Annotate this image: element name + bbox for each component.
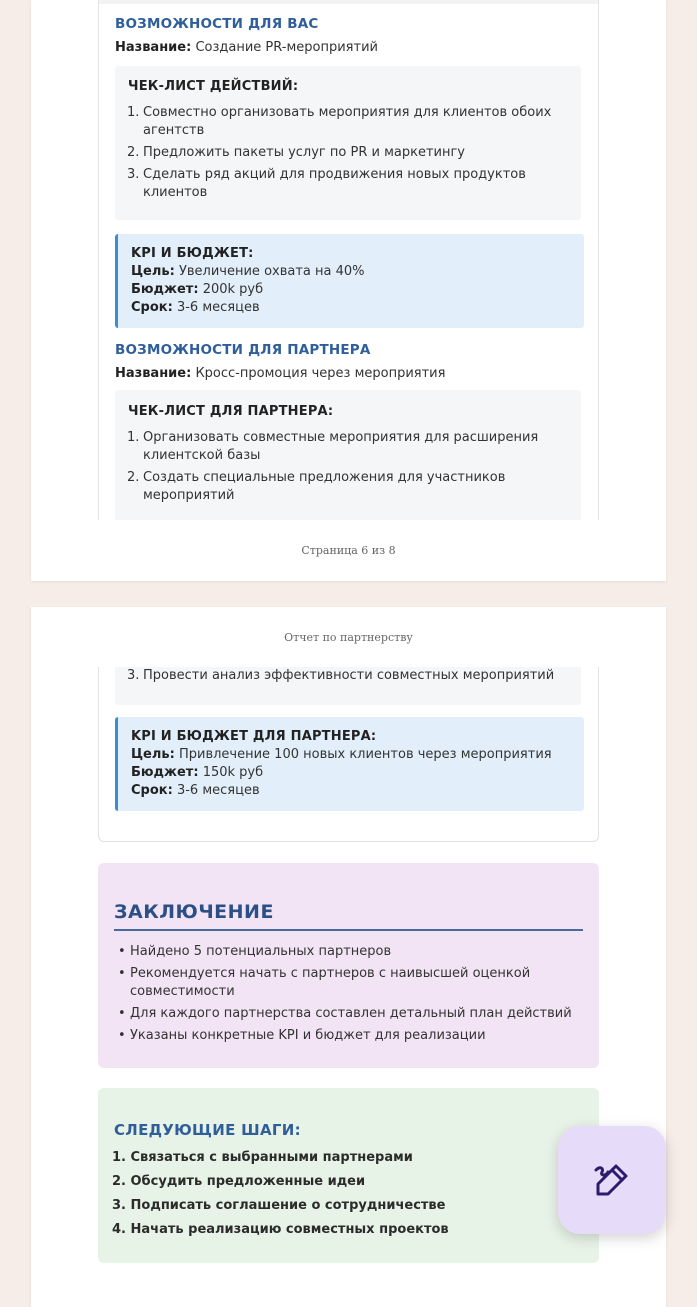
kpi-goal: Цель: Привлечение 100 новых клиентов через мероприятия: [131, 747, 552, 762]
checklist-item: 3. Провести анализ эффективности совместных мероприятий: [127, 668, 555, 683]
page-content-clip: [31, 0, 666, 520]
next-steps-section: [98, 1088, 599, 1263]
conclusion-bullet: • Рекомендуется начать с партнеров с наивысшей оценкой совместимости: [118, 966, 531, 999]
conclusion-section: [98, 863, 599, 1068]
card-top-strip: [99, 0, 598, 4]
page-footer: Страница 6 из 8: [301, 544, 396, 557]
kpi-title: KPI И БЮДЖЕТ:: [131, 246, 254, 261]
checklist-item: 3. Сделать ряд акций для продвижения новых продуктов клиентов: [127, 167, 526, 200]
partner-checklist-box: [115, 390, 581, 520]
kpi-budget: Бюджет: 200k руб: [131, 282, 264, 297]
checklist-item: 1. Совместно организовать мероприятия для клиентов обоих агентств: [127, 105, 552, 138]
conclusion-bullet: • Найдено 5 потенциальных партнеров: [118, 944, 392, 959]
checklist-title: ЧЕК-ЛИСТ ДЕЙСТВИЙ:: [128, 79, 299, 94]
next-step-item: 1. Связаться с выбранными партнерами: [112, 1150, 413, 1165]
partner-kpi-budget-box: [115, 717, 584, 811]
kpi-budget: Бюджет: 150k руб: [131, 765, 264, 780]
opportunities-partner-heading: ВОЗМОЖНОСТИ ДЛЯ ПАРТНЕРА: [115, 342, 371, 358]
conclusion-title: ЗАКЛЮЧЕНИЕ: [114, 901, 274, 923]
partner-checklist-title: ЧЕК-ЛИСТ ДЛЯ ПАРТНЕРА:: [128, 404, 334, 419]
opportunity-name-line: Название: Создание PR-мероприятий: [115, 40, 378, 55]
checklist-item: 2. Создать специальные предложения для участников мероприятий: [127, 470, 506, 503]
page-header: Отчет по партнерству: [284, 631, 413, 644]
kpi-term: Срок: 3-6 месяцев: [131, 783, 260, 798]
kpi-term: Срок: 3-6 месяцев: [131, 300, 260, 315]
kpi-goal: Цель: Увеличение охвата на 40%: [131, 264, 365, 279]
conclusion-divider: [114, 929, 583, 931]
pen-edit-icon: [592, 1160, 632, 1200]
partner-opportunity-name-line: Название: Кросс-промоция через мероприятия: [115, 366, 446, 381]
next-step-item: 2. Обсудить предложенные идеи: [112, 1174, 366, 1189]
next-step-item: 3. Подписать соглашение о сотрудничестве: [112, 1198, 446, 1213]
opportunities-you-heading: ВОЗМОЖНОСТИ ДЛЯ ВАС: [115, 16, 319, 32]
checklist-box: [115, 66, 581, 220]
checklist-item: 1. Организовать совместные мероприятия для расширения клиентской базы: [127, 430, 539, 463]
partner-checklist-box-continued: [115, 667, 581, 705]
edit-fab-button[interactable]: [558, 1126, 666, 1234]
next-step-item: 4. Начать реализацию совместных проектов: [112, 1222, 449, 1237]
checklist-item: 2. Предложить пакеты услуг по PR и маркетингу: [127, 145, 465, 160]
conclusion-bullet: • Указаны конкретные KPI и бюджет для реализации: [118, 1028, 486, 1043]
report-page-6: [31, 0, 666, 581]
kpi-title: KPI И БЮДЖЕТ ДЛЯ ПАРТНЕРА:: [131, 729, 377, 744]
conclusion-bullet: • Для каждого партнерства составлен детальный план действий: [118, 1006, 572, 1021]
next-steps-title: СЛЕДУЮЩИЕ ШАГИ:: [114, 1121, 301, 1139]
kpi-budget-box: [115, 234, 584, 328]
